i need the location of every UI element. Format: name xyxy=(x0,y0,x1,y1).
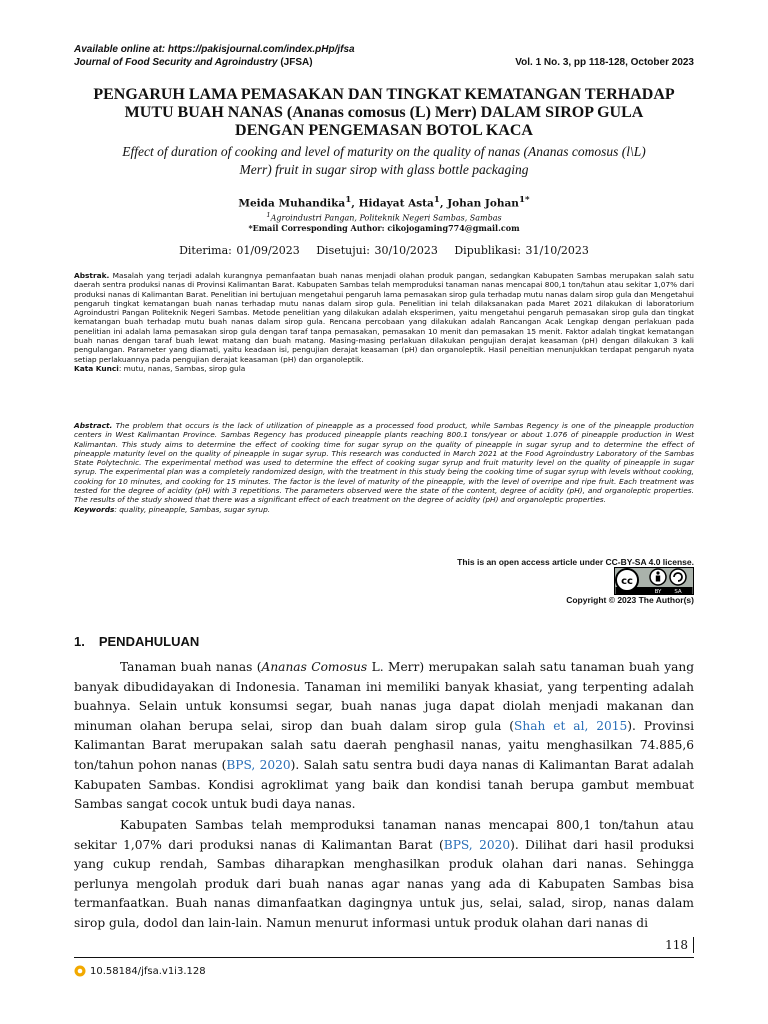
publication-dates xyxy=(70,244,698,257)
abstract-id-text: Masalah yang terjadi adalah kurangnya pemanfaatan buah nanas menjadi olahan produk pangan, sedangkan Kabupaten Sambas merupakan salah satu daerah sentra produksi nanas di Provinsi Kalimantan Barat. Kabupaten Sambas telah memproduksi tanaman nanas mencapai 800,1 ton/tahun atau sekitar 1,07% dari produksi nanas di Kalimantan Barat. Penelitian ini bertujuan mengetahui pengaruh lama pemasakan sirop gula terhadap mutu nanas dalam sirop gula dan Mengetahui pengaruh tingkat kematangan buah nanas terhadap mutu nanas dalam sirop gula. Penelitian ini telah dilaksanakan pada Maret 2021 dilakukan di laboratorium Agroindustri Pangan Politeknik Negeri Sambas. Metode penelitian yang dilakukan adalah eksperimen, yaitu mengetahui pengaruh pemasakan sirop gula dan tingkat kematangan buah terhadap mutu buah nanas dalam sirop gula. Rencana percobaan yang dilakukan adalah Rancangan Acak Lengkap dengan perlakuan pada penelitian ini adalah lama pemasakan sirop gula dengan taraf tanpa pemasakan, pemasakan 10 menit dan pemasakan 15 menit. Faktor adalah tingkat kematangan buah nanas dengan taraf buah lewat matang dan buah matang. Masing-masing perlakuan dilakukan pengujian derajat keasaman (pH) dengan dilakukan 3 kali pengulangan. Parameter yang diamati, yaitu keadaan isi, pengujian derajat keasaman (pH) dan organoleptik. Hasil peneitian menunjukkan terdapat pengaruh nyata setiap perlakuannya pada pengujian derajat keasaman (pH) dan organoleptik. xyxy=(74,271,694,364)
affiliation-text: Agroindustri Pangan, Politeknik Negeri Sambas, Sambas xyxy=(270,213,502,223)
section-title: PENDAHULUAN xyxy=(98,634,200,649)
p1-text-2: L. Merr) merupakan salah satu tanaman buah yang banyak dibudidayakan di Indonesia. Tanaman ini memiliki banyak khasiat, yang terpenting adalah buahnya. Selain untuk konsumsi segar, buah nanas juga dapat diolah menjadi makanan dan minuman olahan berupa selai, sirop dan buah dalam sirop gula ( xyxy=(74,660,694,733)
availability-line: Available online at: https://pakisjournal.com/index.pHp/jfsa xyxy=(74,44,355,55)
affiliation-marker: 1 xyxy=(266,211,271,219)
author-1: Meida Muhandika xyxy=(238,197,346,210)
footer-divider xyxy=(74,957,694,958)
p2-text-1: Kabupaten Sambas telah memproduksi tanaman nanas mencapai 800,1 ton/tahun atau sekitar 1,07% dari produksi nanas di Kalimantan Barat ( xyxy=(74,818,694,852)
affiliation xyxy=(70,211,698,223)
doi-text: 10.58184/jfsa.v1i3.128 xyxy=(90,965,206,977)
p1-text-4: ). Salah satu sentra budi daya nanas di Kalimantan Barat adalah Kabupaten Sambas. Kondisi agroklimat yang baik dan kondisi tanah berupa gambut membuat Sambas sangat cocok untuk budi daya nanas. xyxy=(74,757,694,812)
english-title-line-2: Merr) fruit in sugar sirop with glass bottle packaging xyxy=(239,162,529,177)
sa-text: SA xyxy=(674,589,682,595)
journal-title: Journal of Food Security and Agroindustry xyxy=(74,57,278,68)
keywords-id-label: Kata Kunci xyxy=(74,363,119,373)
author-list: Meida Muhandika$^1$, Hidayat Asta$^1$, Johan Johan$^{1*}$ xyxy=(238,195,530,210)
article-title xyxy=(70,86,698,140)
cc-text: cc xyxy=(621,576,633,587)
author-2: Hidayat Asta xyxy=(358,197,434,210)
p1-text-3: ). Provinsi Kalimantan Barat merupakan salah satu daerah penghasil nanas, yaitu menghasilkan 74.885,6 ton/tahun pohon nanas ( xyxy=(74,718,694,772)
p1-text-1: Tanaman buah nanas ( xyxy=(120,660,262,674)
section-number: 1. xyxy=(74,634,85,649)
by-text: BY xyxy=(654,589,662,595)
date-received: Diterima: 01/09/2023 xyxy=(179,244,300,257)
date-published: Dipublikasi: 31/10/2023 xyxy=(454,244,589,257)
title-line-1: PENGARUH LAMA PEMASAKAN DAN TINGKAT KEMATANGAN TERHADAP xyxy=(93,86,675,103)
page-number: 118 xyxy=(665,937,694,953)
citation-bps-2020-b[interactable]: BPS, 2020 xyxy=(443,837,511,852)
license-statement: This is an open access article under CC-BY-SA 4.0 license. xyxy=(457,557,694,567)
abstract-en-text: The problem that occurs is the lack of utilization of pineapple as a processed food product, while Sambas Regency is one of the pineapple production centers in West Kalimantan Province. Sambas Regency has produced pineapple plants reaching 800.1 tons/year or about 1.076 of pineapple production in West Kalimantan. This study aims to determine the effect of cooking time for sugar syrup on the quality of pineapple in sugar syrup and to determine the effect of pineapple maturity level on the quality of pineapple in sugar syrup. This research was conducted in March 2021 at the Food Agroindustry Laboratory of the Sambas State Polytechnic. The experimental method was used to determine the effect of cooking sugar syrup and fruit maturity level on the quality of pineapple in sugar syrup. The experimental plan was a completely randomized design, with the treatment in this study being the cooking time of sugar syrup with levels without cooking, cooking for 10 minutes, and cooking for 15 minutes. The factor is the level of maturity of the pineapple, with the level of overripe and ripe fruit. Each treatment was tested for the degree of acidity (pH) with 3 repetitions. The parameters observed were the state of the content, degree of acidity (pH), and organoleptic properties. The results of the study showed that there was a significant effect of each treatment on the degree of acidity (pH) and organoleptic properties. xyxy=(74,421,694,505)
section-heading xyxy=(74,634,199,649)
citation-bps-2020[interactable]: BPS, 2020 xyxy=(226,757,291,772)
corresponding-email: *Email Corresponding Author: cikojogaming774@gmail.com xyxy=(248,223,520,233)
abstract-id-label: Abstrak. xyxy=(74,271,110,280)
keywords-id: : mutu, nanas, Sambas, sirop gula xyxy=(118,363,246,373)
abstract-en-label: Abstract. xyxy=(74,421,113,430)
citation-shah-2015[interactable]: Shah et al, 2015 xyxy=(514,718,628,733)
author-3-affil: 1* xyxy=(518,195,530,205)
paragraph-1 xyxy=(74,658,694,815)
english-title xyxy=(70,143,698,179)
abstract-indonesian xyxy=(74,271,694,373)
author-2-affil: 1 xyxy=(433,195,440,205)
doi-link[interactable] xyxy=(74,965,206,977)
cc-by-sa-badge-icon[interactable] xyxy=(614,567,694,595)
english-title-line-1: Effect of duration of cooking and level of maturity on the quality of nanas (Ananas comosus (l\L) xyxy=(122,144,646,159)
journal-abbreviation: (JFSA) xyxy=(280,57,313,68)
doi-icon xyxy=(74,965,86,977)
paragraph-2 xyxy=(74,816,694,934)
keywords-en-label: Keywords xyxy=(74,504,115,514)
author-1-affil: 1 xyxy=(345,195,352,205)
title-line-3: DENGAN PENGEMASAN BOTOL KACA xyxy=(235,122,533,139)
date-accepted: Disetujui: 30/10/2023 xyxy=(316,244,438,257)
abstract-english xyxy=(74,421,694,514)
author-3: Johan Johan xyxy=(447,197,519,210)
p2-text-2: ). Dilihat dari hasil produksi yang cukup rendah, Sambas diharapkan menghasilkan produk olahan dari nanas. Sehingga perlunya mengolah produk dari buah nanas agar nanas yang ada di Kabupaten Sambas bisa termanfaatkan. Buah nanas dimanfaatkan dagingnya untuk jus, selai, salad, sirop, nanas dalam sirop gula, dodol dan lain-lain. Namun menurut informasi untuk produk olahan dari nanas di xyxy=(74,837,695,930)
keywords-en: : quality, pineapple, Sambas, sugar syrup. xyxy=(114,504,271,514)
volume-info: Vol. 1 No. 3, pp 118-128, October 2023 xyxy=(515,57,694,68)
copyright: Copyright © 2023 The Author(s) xyxy=(566,595,694,605)
title-line-2: MUTU BUAH NANAS (Ananas comosus (L) Merr) DALAM SIROP GULA xyxy=(124,104,644,121)
p1-species: Ananas Comosus xyxy=(261,660,368,674)
